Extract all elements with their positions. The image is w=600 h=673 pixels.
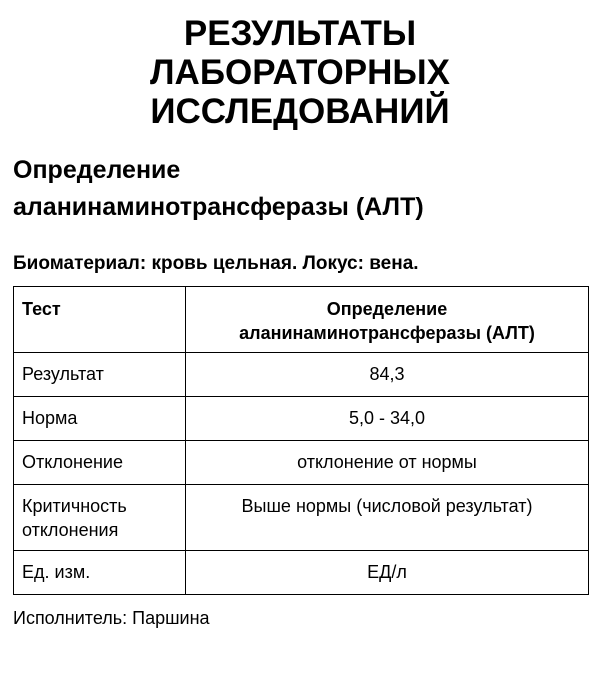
row-label <box>14 485 186 551</box>
header-test-name-cell <box>186 287 589 353</box>
row-value: Выше нормы (числовой результат) <box>186 485 589 551</box>
row-label <box>14 441 186 485</box>
test-name-line: Определение <box>13 156 181 184</box>
page-title-line: ИССЛЕДОВАНИЙ <box>150 92 450 131</box>
row-label-line: отклонения <box>22 520 119 540</box>
page-title <box>0 14 600 131</box>
table-row-norm <box>14 397 589 441</box>
table-row-units <box>14 551 589 595</box>
row-value: 84,3 <box>186 353 589 397</box>
test-name-line: аланинаминотрансферазы (АЛТ) <box>13 193 424 221</box>
executor-info: Исполнитель: Паршина <box>13 608 210 628</box>
header-test-name-line: Определение <box>326 299 448 319</box>
table-row-result <box>14 353 589 397</box>
row-label-line: Ед. изм. <box>22 562 91 582</box>
row-value: ЕД/л <box>186 551 589 595</box>
results-table <box>13 286 589 595</box>
row-label <box>14 353 186 397</box>
header-test-cell: Тест <box>14 287 186 353</box>
row-label-line: Норма <box>22 408 78 428</box>
test-name-heading <box>13 152 583 226</box>
page-title-line: РЕЗУЛЬТАТЫ <box>183 14 417 53</box>
row-label-line: Отклонение <box>22 452 123 472</box>
header-test-name-line: аланинаминотрансферазы (АЛТ) <box>239 323 535 343</box>
page-title-line: ЛАБОРАТОРНЫХ <box>150 53 450 92</box>
row-value: 5,0 - 34,0 <box>186 397 589 441</box>
table-header-row <box>14 287 589 353</box>
row-label-line: Критичность <box>22 496 127 516</box>
table-row-criticality <box>14 485 589 551</box>
table-row-deviation <box>14 441 589 485</box>
biomaterial-info: Биоматериал: кровь цельная. Локус: вена. <box>13 253 419 274</box>
row-label-line: Результат <box>22 364 104 384</box>
row-label <box>14 551 186 595</box>
row-label <box>14 397 186 441</box>
row-value: отклонение от нормы <box>186 441 589 485</box>
